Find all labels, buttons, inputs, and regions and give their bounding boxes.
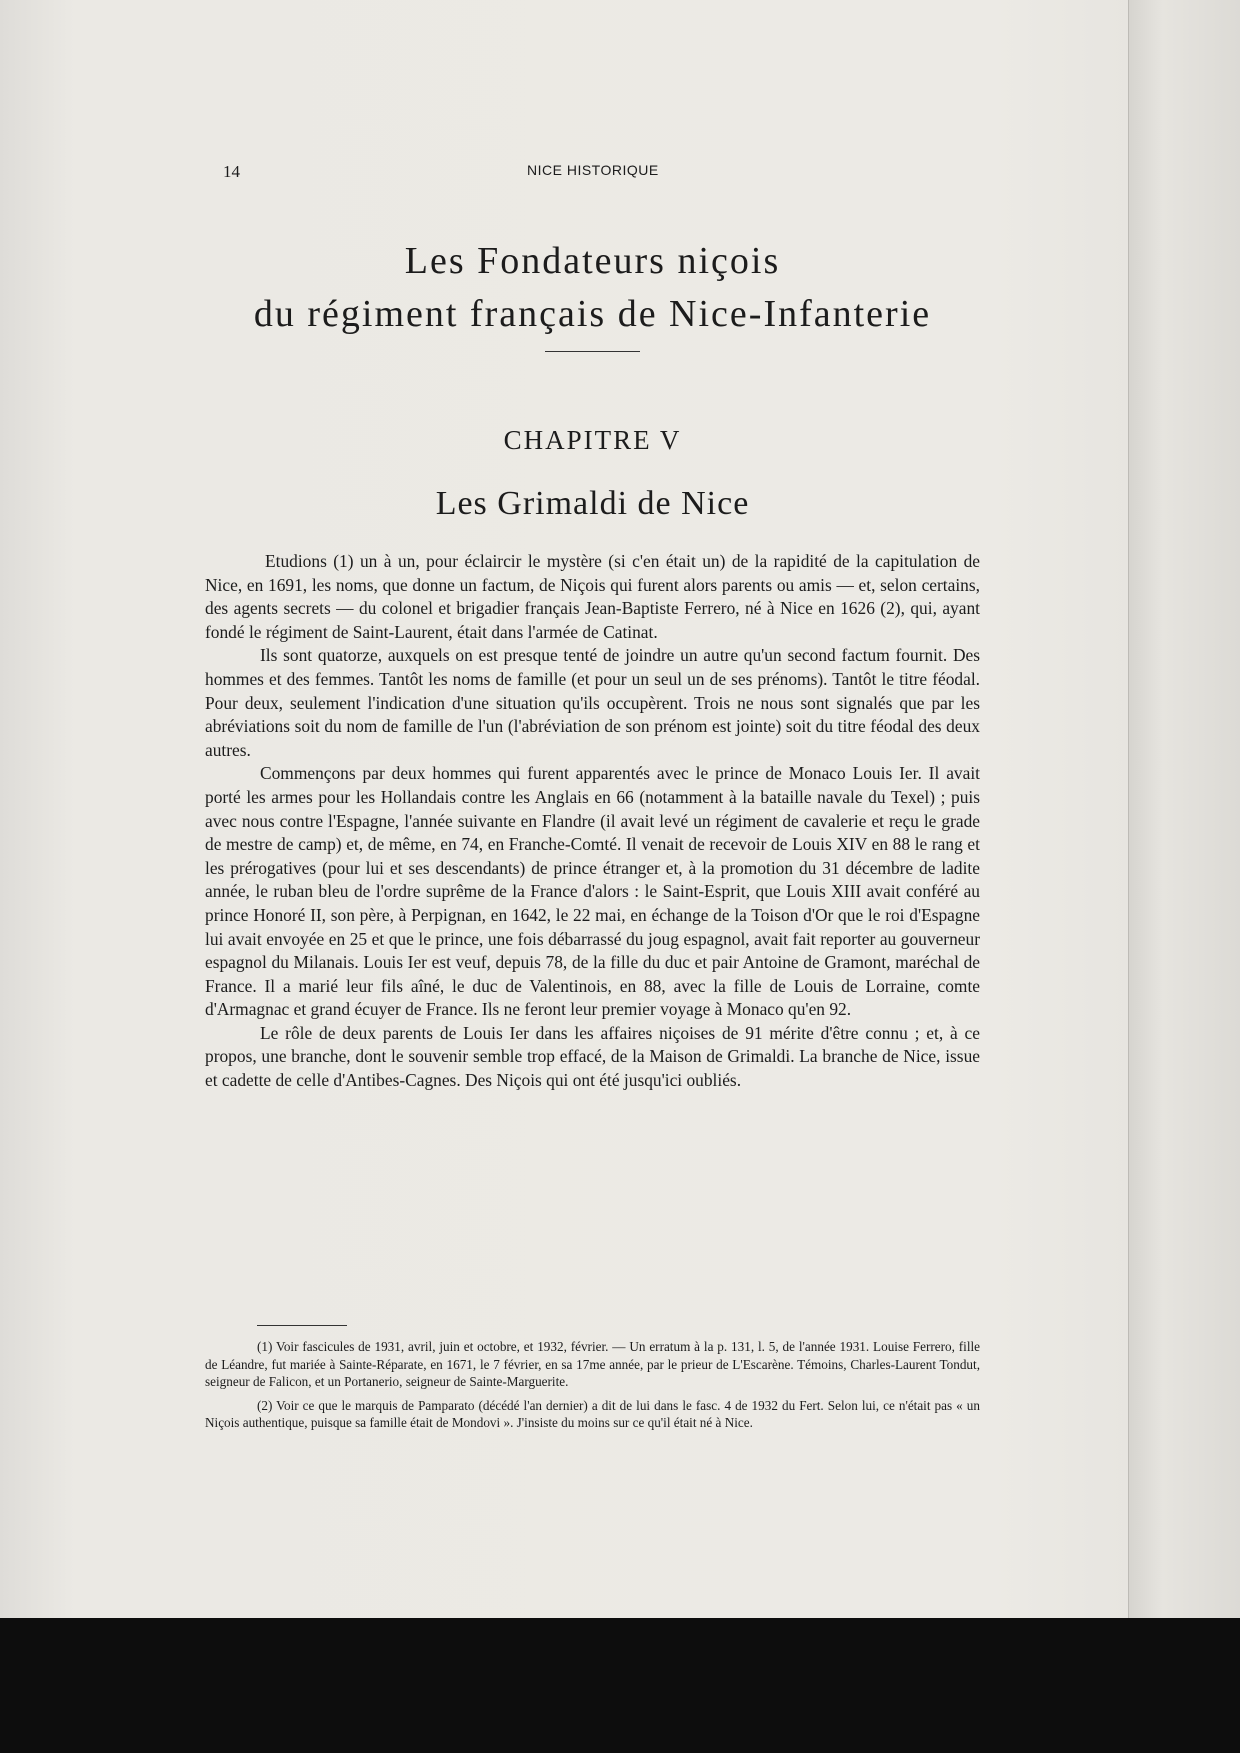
running-head [205,140,980,180]
footnote: (2) Voir ce que le marquis de Pamparato (décédé l'an dernier) a dit de lui dans le fasc. 4 de 1932 du Fert. Selon lui, ce n'était pas « un Niçois authentique, puisque sa famille était de Mondovi ». J'insiste du moins sur ce qu'il était né à Nice. [205,1397,980,1430]
footnote-divider [257,1325,347,1326]
article-title-line-2: du régiment français de Nice-Infanterie [253,293,932,336]
page-number: 14 [223,162,240,181]
paragraph: Etudions (1) un à un, pour éclaircir le mystère (si c'en était un) de la rapidité de la capitulation de Nice, en 1691, les noms, que donne un factum, de Niçois qui furent alors parents ou amis — et, selon certains, des agents secrets — du colonel et brigadier français Jean-Baptiste Ferrero, né à Nice en 1626 (2), qui, ayant fondé le régiment de Saint-Laurent, était dans l'armée de Catinat. [205,551,980,642]
paragraph: Ils sont quatorze, auxquels on est presque tenté de joindre un autre qu'un second factum fournit. Des hommes et des femmes. Tantôt les noms de famille (et pour un seul un de ses prénoms). Tantôt le titre féodal. Pour deux, seulement l'indication d'une situation qu'ils occupèrent. Trois ne nous sont signalés que par les abréviations soit du nom de famille de l'un (l'abréviation de son prénom est jointe) soit du titre féodal des deux autres. [205,645,980,760]
article-title-line-1: Les Fondateurs niçois [404,240,781,282]
footnotes [205,1338,980,1438]
paragraph: Commençons par deux hommes qui furent apparentés avec le prince de Monaco Louis Ier. Il avait porté les armes pour les Hollandais contre les Anglais en 66 (notamment à la bataille navale du Texel) ; puis avec nous contre l'Espagne, l'année suivante en Flandre (il avait levé un régiment de cavalerie et reçu le grade de mestre de camp) et, de même, en 74, en Franche-Comté. Il venait de recevoir de Louis XIV en 88 le rang et les prérogatives (pour lui et ses descendants) de prince étranger et, à la promotion du 31 décembre de ladite année, le ruban bleu de l'ordre suprême de la France d'alors : le Saint-Esprit, que Louis XIII avait conféré au prince Honoré II, son père, à Perpignan, en 1642, le 22 mai, en échange de la Toison d'Or que le roi d'Espagne lui avait envoyée en 25 et que le prince, une fois débarrassé du joug espagnol, avait fait reporter au gouverneur espagnol du Milanais. Louis Ier est veuf, depuis 78, de la fille du duc et pair Antoine de Gramont, maréchal de France. Il a marié leur fils aîné, le duc de Valentinois, en 88, avec la fille de Louis de Lorraine, comte d'Armagnac et grand écuyer de France. Ils ne feront leur premier voyage à Monaco qu'en 92. [205,763,980,1020]
paragraph: Le rôle de deux parents de Louis Ier dans les affaires niçoises de 91 mérite d'être connu ; et, à ce propos, une branche, dont le souvenir semble trop effacé, de la Maison de Grimaldi. La branche de Nice, issue et cadette de celle d'Antibes-Cagnes. Des Niçois qui ont été jusqu'ici oubliés. [205,1022,980,1091]
article-title [205,235,980,352]
journal-title: NICE HISTORIQUE [527,162,659,178]
chapter-heading: CHAPITRE V [503,425,682,455]
footnote: (1) Voir fascicules de 1931, avril, juin et octobre, et 1932, février. — Un erratum à la p. 131, l. 5, de l'année 1931. Louise Ferrero, fille de Léandre, fut mariée à Sainte-Réparate, en 1671, le 7 février, en sa 17me année, par le prieur de L'Escarène. Témoins, Charles-Laurent Tondut, seigneur de Falicon, et un Portanerio, seigneur de Sainte-Marguerite. [205,1339,980,1389]
section-heading: Les Grimaldi de Nice [435,485,750,522]
scan-bottom-border [0,1618,1240,1753]
article-body [205,550,980,1093]
document-page [205,140,980,1430]
title-divider [545,351,640,352]
adjacent-page-edge [1128,0,1240,1650]
